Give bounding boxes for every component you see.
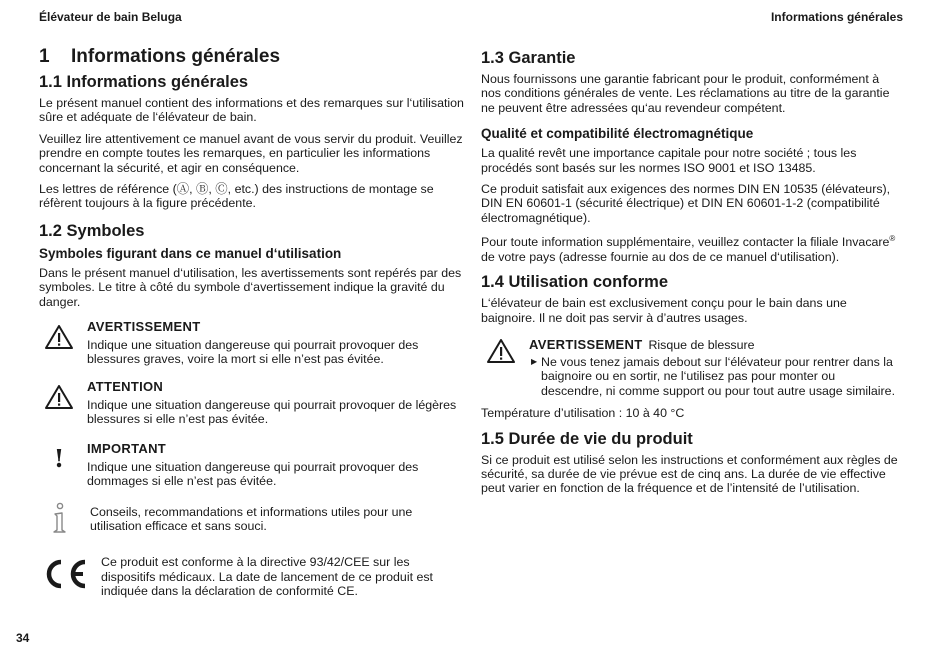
symbol-description: Indique une situation dangereuse qui pourrait provoquer de légères blessures si elle n’est pas évitée.	[87, 397, 457, 427]
section-1-3-title: 1.3 Garantie	[481, 49, 576, 67]
section-1-3-paragraph: Nous fournissons une garantie fabricant pour le produit, conformément à nos conditions générales de vente. Les réclamations au titre de la garantie ne peuvent être adressées qu‘au revendeur compétent.	[481, 72, 890, 115]
symbol-caution	[39, 379, 464, 427]
section-1-2-subtitle: Symboles figurant dans ce manuel d‘utilisation	[39, 245, 342, 261]
left-column	[39, 46, 464, 606]
section-1-5-title: 1.5 Durée de vie du produit	[481, 429, 693, 448]
section-1-1-paragraph-3: Les lettres de référence (Ⓐ, Ⓑ, Ⓒ, etc.) des instructions de montage se réfèrent toujours à la figure précédente.	[39, 182, 434, 211]
ce-text: Ce produit est conforme à la directive 93/42/CEE sur les dispositifs médicaux. La date de lancement de ce produit est indiquée dans la déclaration de conformité CE.	[101, 555, 433, 599]
section-1-2-paragraph: Dans le présent manuel d‘utilisation, les avertissements sont repérés par des symboles. Le titre à côté du symbole d‘avertissement indique la gravité du danger.	[39, 265, 462, 309]
section-1-4-paragraph: L‘élévateur de bain est exclusivement conçu pour le bain dans une baignoire. Il ne doit pas servir à d’autres usages.	[481, 296, 847, 325]
symbol-label: IMPORTANT	[87, 440, 167, 456]
symbol-description: Indique une situation dangereuse qui pourrait provoquer des dommages si elle n’est pas évitée.	[87, 459, 419, 489]
warning-subtitle: Risque de blessure	[648, 338, 755, 352]
symbol-important	[39, 441, 464, 489]
warning-bullet	[529, 355, 899, 398]
symbol-label: AVERTISSEMENT	[87, 319, 201, 335]
quality-paragraph-3-a: Pour toute information supplémentaire, veuillez contacter la filiale Invacare	[481, 235, 890, 250]
chapter-title	[39, 46, 464, 68]
ce-conformity	[39, 555, 464, 598]
exclamation-icon: !	[53, 444, 65, 474]
ce-mark-icon	[41, 559, 89, 594]
warning-triangle-icon	[39, 381, 79, 413]
section-1-1-paragraph-1: Le présent manuel contient des informations et des remarques sur l‘utilisation sûre et adéquate de l‘élévateur de bain.	[39, 96, 464, 125]
section-1-5-paragraph: Si ce produit est utilisé selon les instructions et conformément aux règles de sécurité, sa durée de vie prévue est de cinq ans. La durée de vie effective peut varier en fonction de la fréquence et de l’intensité de l’utilisation.	[481, 452, 898, 496]
symbol-description: Indique une situation dangereuse qui pourrait provoquer des blessures graves, voire la mort si elle n’est pas évitée.	[87, 338, 419, 367]
running-header-right: Informations générales	[770, 10, 903, 24]
warning-block	[481, 337, 899, 398]
symbol-warning	[39, 319, 464, 367]
running-header-left: Élévateur de bain Beluga	[39, 10, 182, 24]
quality-paragraph-3-b: de votre pays (adresse fournie au dos de ce manuel d‘utilisation).	[481, 249, 840, 264]
temperature-text: Température d’utilisation : 10 à 40 °C	[481, 406, 685, 421]
registered-mark: ®	[889, 234, 896, 244]
symbol-label: ATTENTION	[87, 378, 164, 394]
chapter-title-text: Informations générales	[71, 46, 281, 67]
warning-triangle-icon	[481, 335, 521, 367]
section-1-2-title: 1.2 Symboles	[39, 221, 145, 240]
symbol-info	[39, 505, 464, 534]
right-column	[481, 46, 899, 503]
chapter-number: 1	[39, 46, 50, 67]
quality-paragraph-3	[481, 232, 899, 264]
bullet-triangle-icon: ▶	[531, 357, 538, 366]
symbol-description: Conseils, recommandations et informations utiles pour une utilisation efficace et sans souci.	[90, 504, 413, 533]
section-1-1-title: 1.1 Informations générales	[39, 73, 249, 91]
warning-triangle-icon	[39, 321, 79, 353]
quality-paragraph-2: Ce produit satisfait aux exigences des normes DIN EN 10535 (élévateurs), DIN EN 60601-1 (sécurité électrique) et DIN EN 60601-1-2 (compatibilité électromagnétique).	[481, 182, 891, 225]
warning-bullet-text: Ne vous tenez jamais debout sur l‘élévateur pour rentrer dans la baignoire ou en sortir, ne l‘utilisez pas pour monter ou descendre, ni comme support ou pour tout autre usage similaire.	[541, 355, 896, 398]
quality-subtitle: Qualité et compatibilité électromagnétique	[481, 126, 754, 142]
warning-header	[529, 337, 899, 353]
info-icon	[39, 503, 79, 535]
section-1-1-paragraph-2: Veuillez lire attentivement ce manuel avant de vous servir du produit. Veuillez prendre en compte toutes les remarques, en particulier les informations concernant la sécurité, et agir en conséquence.	[39, 131, 463, 175]
page-number: 34	[16, 631, 30, 645]
warning-label: AVERTISSEMENT	[529, 337, 643, 352]
section-1-4-title: 1.4 Utilisation conforme	[481, 273, 669, 292]
quality-paragraph-1: La qualité revêt une importance capitale pour notre société ; tous les procédés sont basés sur les normes ISO 9001 et ISO 13485.	[481, 146, 857, 175]
